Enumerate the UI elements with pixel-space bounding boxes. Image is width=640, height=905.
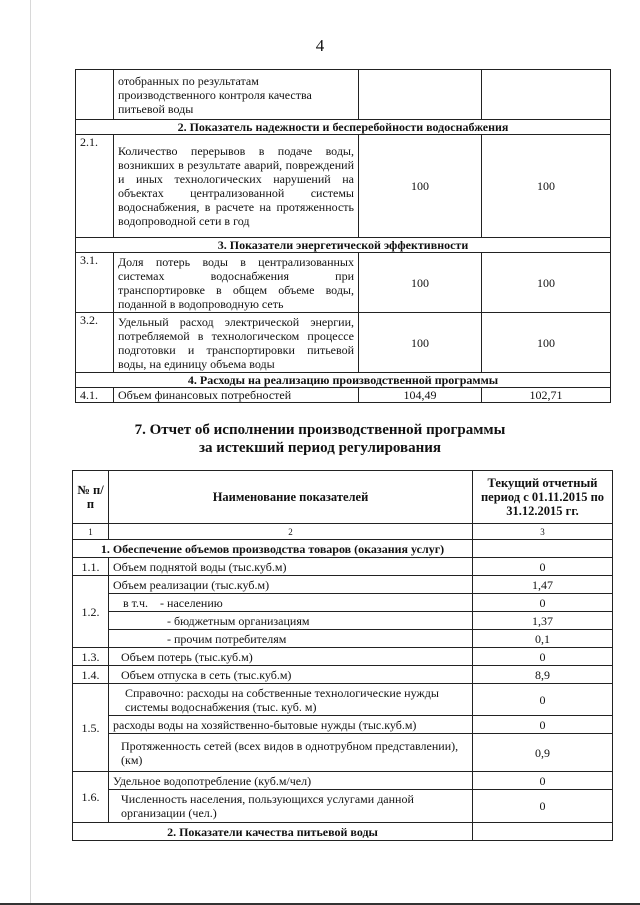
section-header-row: [73, 823, 613, 841]
value-cell: 0: [473, 684, 613, 716]
indicator-text: Доля потерь воды в централизованных системах водоснабжения при транспортировке в общем объеме воды, поданной в водопроводную сеть: [114, 253, 359, 313]
value-cell: 104,49: [359, 388, 482, 403]
table-row: [73, 684, 613, 716]
value-cell: 0,9: [473, 734, 613, 772]
value-cell: 100: [359, 135, 482, 238]
table-row: [76, 313, 611, 373]
row-number: 1.4.: [73, 666, 109, 684]
indicator-text: Удельный расход электрической энергии, потребляемой в технологическом процессе подготовки и транспортировки питьевой воды, на единицу объема воды: [114, 313, 359, 373]
table-row: [73, 666, 613, 684]
value-cell: 100: [482, 313, 611, 373]
section-title: 2. Показатели качества питьевой воды: [73, 823, 473, 841]
column-index: 3: [473, 524, 613, 540]
row-number: 1.2.: [73, 576, 109, 648]
indicator-text: Объем отпуска в сеть (тыс.куб.м): [109, 666, 473, 684]
column-header-name: Наименование показателей: [109, 471, 473, 524]
table-row: [73, 630, 613, 648]
indicator-text: расходы воды на хозяйственно-бытовые нужды (тыс.куб.м): [109, 716, 473, 734]
indicator-text-subitem: - прочим потребителям: [109, 630, 473, 648]
indicator-text-subitem: - бюджетным организациям: [109, 612, 473, 630]
table-row: [76, 388, 611, 403]
column-header-period: Текущий отчетный период с 01.11.2015 по 31.12.2015 гг.: [473, 471, 613, 524]
section-7-title: [0, 421, 640, 457]
row-number: 1.3.: [73, 648, 109, 666]
row-number: 1.5.: [73, 684, 109, 772]
value-cell: 100: [482, 253, 611, 313]
row-number: 2.1.: [76, 135, 114, 238]
value-cell: 0: [473, 772, 613, 790]
section-title: 1. Обеспечение объемов производства товаров (оказания услуг): [73, 540, 473, 558]
value-cell: 0: [473, 716, 613, 734]
table-row: [73, 772, 613, 790]
value-cell: 1,37: [473, 612, 613, 630]
section-7-title-line2: за истекший период регулирования: [198, 440, 442, 456]
subitem-label: - населению: [160, 595, 223, 610]
section-title: 4. Расходы на реализацию производственной программы: [76, 373, 611, 388]
value-cell: 0: [473, 594, 613, 612]
indicator-text: Объем финансовых потребностей: [114, 388, 359, 403]
subitem-prefix: в т.ч.: [123, 595, 149, 610]
indicator-text: Справочно: расходы на собственные технологические нужды системы водоснабжения (тыс. куб. м): [109, 684, 473, 716]
row-number: 3.1.: [76, 253, 114, 313]
value-cell: 0: [473, 790, 613, 823]
table-row: [73, 558, 613, 576]
section-title: 2. Показатель надежности и бесперебойности водоснабжения: [76, 120, 611, 135]
table-row: [73, 594, 613, 612]
value-cell: 1,47: [473, 576, 613, 594]
index-row: [73, 524, 613, 540]
row-number: 4.1.: [76, 388, 114, 403]
indicator-text: Протяженность сетей (всех видов в однотрубном представлении), (км): [109, 734, 473, 772]
column-header-number: № п/п: [73, 471, 109, 524]
table-row: [73, 576, 613, 594]
section-header-row: [76, 238, 611, 253]
row-number: 3.2.: [76, 313, 114, 373]
table-row: [76, 135, 611, 238]
indicator-text: Численность населения, пользующихся услугами данной организации (чел.): [109, 790, 473, 823]
report-table: [72, 470, 613, 841]
page-number: 4: [315, 36, 325, 55]
section-7-title-line1: 7. Отчет об исполнении производственной программы: [134, 422, 506, 438]
table-row: [73, 648, 613, 666]
indicator-text: Объем поднятой воды (тыс.куб.м): [109, 558, 473, 576]
indicator-text: отобранных по результатам производственного контроля качества питьевой воды: [114, 70, 359, 120]
section-header-row: [76, 373, 611, 388]
value-cell: 100: [482, 135, 611, 238]
row-number: 1.1.: [73, 558, 109, 576]
indicator-text-subitem: [109, 594, 473, 612]
header-row: [73, 471, 613, 524]
indicator-text: Объем потерь (тыс.куб.м): [109, 648, 473, 666]
column-index: 2: [109, 524, 473, 540]
section-title: 3. Показатели энергетической эффективности: [76, 238, 611, 253]
value-cell: 0,1: [473, 630, 613, 648]
table-row: [73, 716, 613, 734]
value-cell: 100: [359, 253, 482, 313]
row-number: 1.6.: [73, 772, 109, 823]
indicator-text: Удельное водопотребление (куб.м/чел): [109, 772, 473, 790]
column-index: 1: [73, 524, 109, 540]
value-cell: 100: [359, 313, 482, 373]
value-cell: 8,9: [473, 666, 613, 684]
table-row: [73, 612, 613, 630]
table-row: [73, 790, 613, 823]
indicator-text: Объем реализации (тыс.куб.м): [109, 576, 473, 594]
value-cell: 0: [473, 648, 613, 666]
indicators-table: [75, 69, 611, 403]
value-cell: 102,71: [482, 388, 611, 403]
table-row: [73, 734, 613, 772]
value-cell: 0: [473, 558, 613, 576]
table-row: [76, 253, 611, 313]
indicator-text: Количество перерывов в подаче воды, возникших в результате аварий, повреждений и иных технологических нарушений на объектах централизованной системы водоснабжения, в расчете на протяженность водопроводной сети в год: [114, 135, 359, 238]
table-row: [76, 70, 611, 120]
section-header-row: [73, 540, 613, 558]
section-header-row: [76, 120, 611, 135]
